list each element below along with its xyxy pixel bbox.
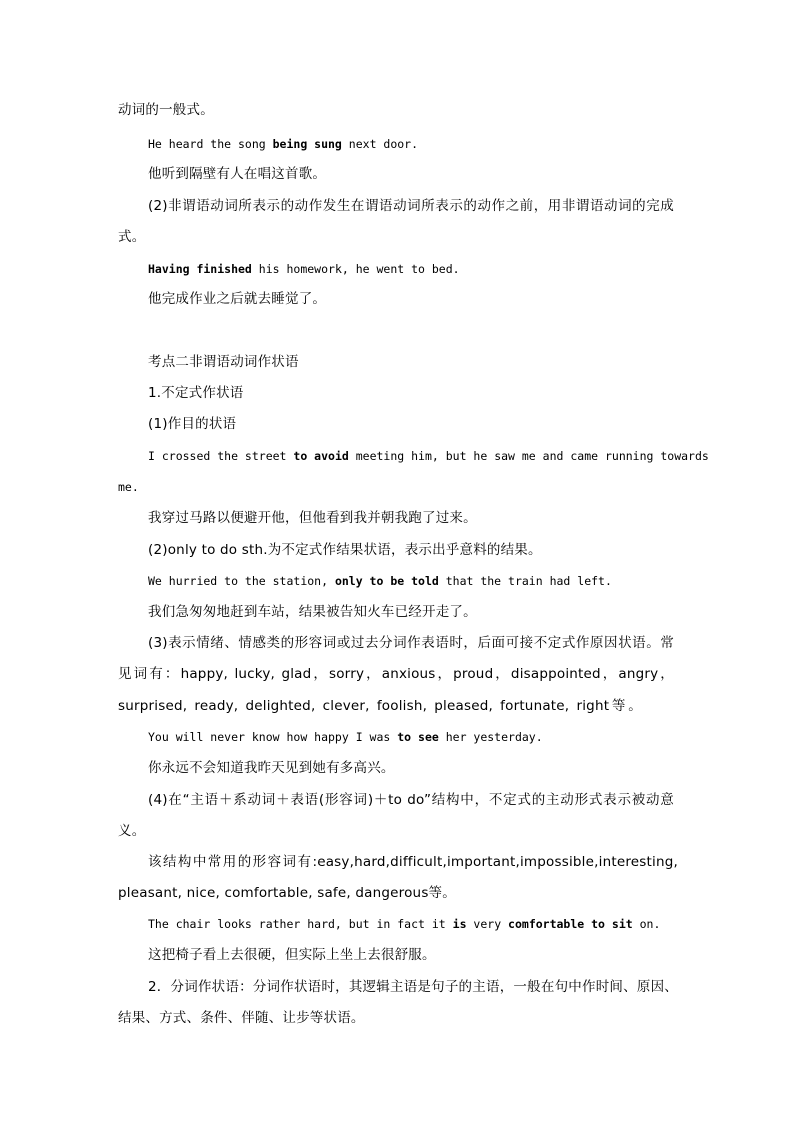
example-sentence: You will never know how happy I was to see her yesterday. bbox=[148, 730, 543, 744]
translation-line: 我们急匆匆地赶到车站，结果被告知火车已经开走了。 bbox=[148, 604, 477, 620]
word-list-line: surprised, ready, delighted, clever, foolish, pleased, fortunate, right等。 bbox=[118, 698, 642, 714]
text-line: 动词的一般式。 bbox=[118, 102, 214, 118]
example-sentence: Having finished his homework, he went to bed. bbox=[148, 262, 460, 276]
text-line: 义。 bbox=[118, 823, 146, 839]
translation-line: 你永远不会知道我昨天见到她有多高兴。 bbox=[148, 760, 395, 776]
example-sentence-continued: me. bbox=[118, 480, 139, 494]
text-line: 式。 bbox=[118, 229, 146, 245]
rule-line: (4)在“主语＋系动词＋表语(形容词)＋to do”结构中，不定式的主动形式表示被动意 bbox=[148, 792, 674, 808]
word-list-line: pleasant, nice, comfortable, safe, dangerous等。 bbox=[118, 885, 456, 901]
subsection-heading: 1.不定式作状语 bbox=[148, 385, 244, 401]
rule-line: (3)表示情绪、情感类的形容词或过去分词作表语时，后面可接不定式作原因状语。常 bbox=[148, 635, 674, 651]
translation-line: 我穿过马路以便避开他，但他看到我并朝我跑了过来。 bbox=[148, 510, 477, 526]
translation-line: 他听到隔壁有人在唱这首歌。 bbox=[148, 166, 327, 182]
translation-line: 他完成作业之后就去睡觉了。 bbox=[148, 291, 327, 307]
example-sentence: The chair looks rather hard, but in fact it is very comfortable to sit on. bbox=[148, 917, 661, 931]
subsection-heading: (1)作目的状语 bbox=[148, 416, 237, 432]
translation-line: 这把椅子看上去很硬，但实际上坐上去很舒服。 bbox=[148, 947, 436, 963]
rule-line: (2)非谓语动词所表示的动作发生在谓语动词所表示的动作之前，用非谓语动词的完成 bbox=[148, 198, 674, 214]
section-heading: 考点二非谓语动词作状语 bbox=[148, 354, 299, 370]
example-sentence: We hurried to the station, only to be told that the train had left. bbox=[148, 574, 612, 588]
text-line: 结果、方式、条件、伴随、让步等状语。 bbox=[118, 1010, 365, 1026]
example-sentence: He heard the song being sung next door. bbox=[148, 137, 419, 151]
word-list-line: 见词有：happy, lucky, glad，sorry，anxious，proud，disappointed，angry， bbox=[118, 666, 674, 682]
word-list-line: 该结构中常用的形容词有:easy,hard,difficult,important,impossible,interesting, bbox=[148, 854, 678, 870]
example-sentence: I crossed the street to avoid meeting him, but he saw me and came running towards bbox=[148, 449, 709, 463]
rule-line: (2)only to do sth.为不定式作结果状语，表示出乎意料的结果。 bbox=[148, 542, 542, 558]
rule-line: 2．分词作状语：分词作状语时，其逻辑主语是句子的主语，一般在句中作时间、原因、 bbox=[148, 979, 678, 995]
